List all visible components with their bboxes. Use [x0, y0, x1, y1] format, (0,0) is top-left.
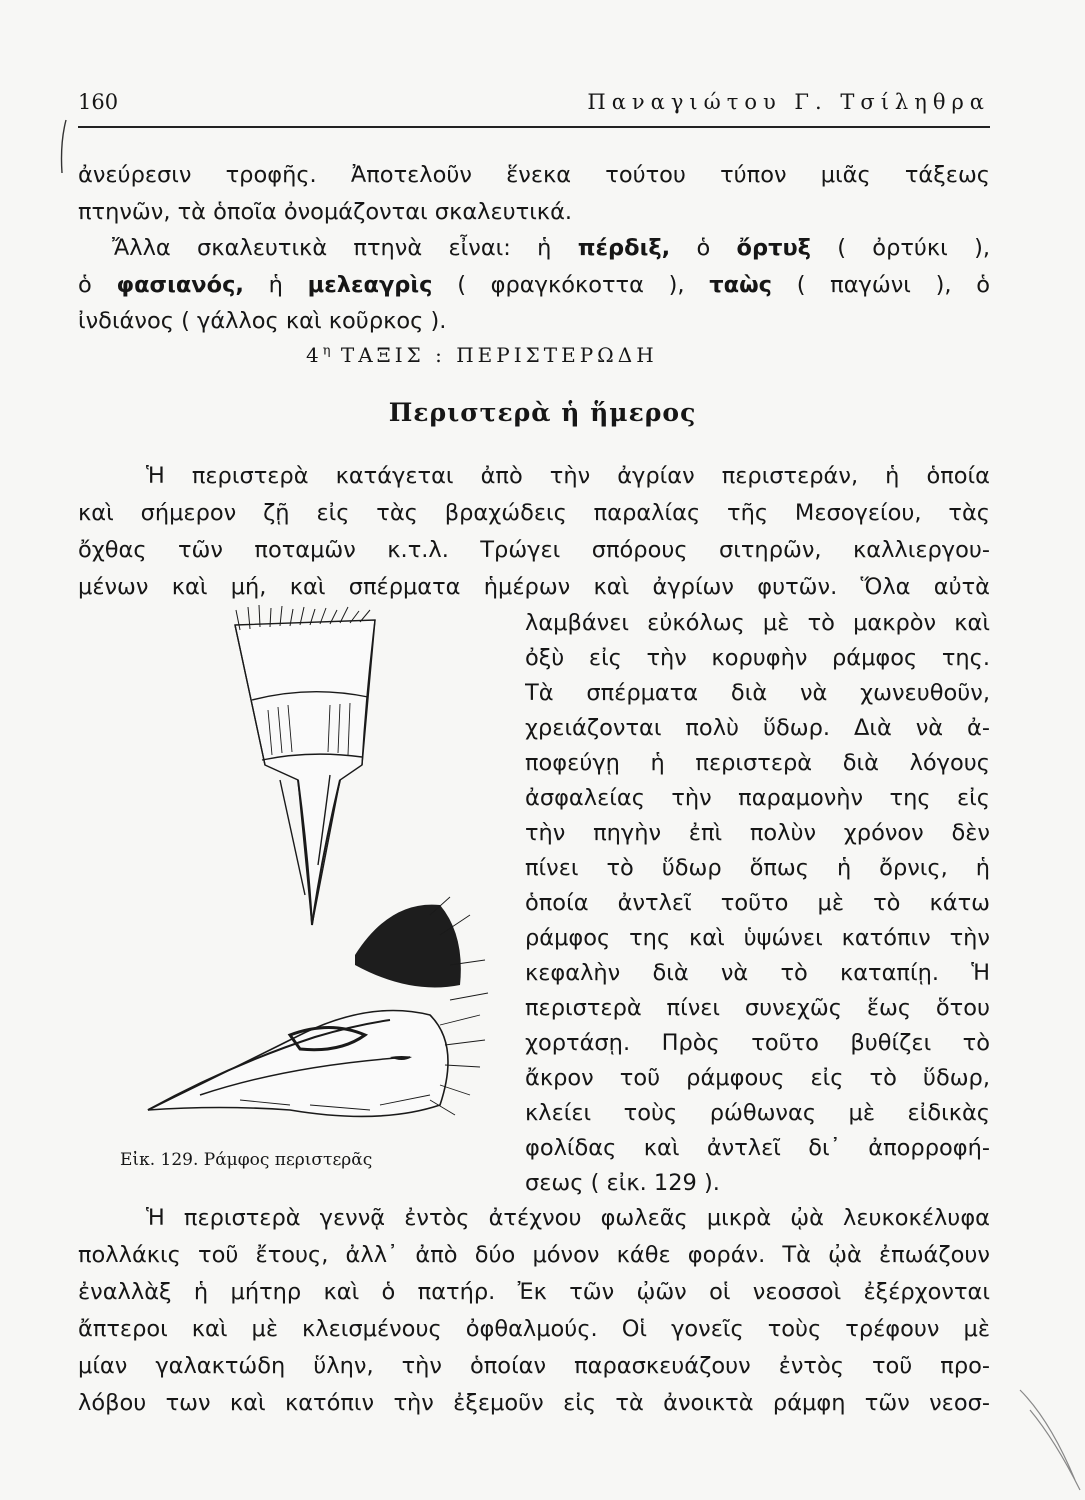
text-line: περιστερὰ πίνει συνεχῶς ἕως ὅτου [525, 995, 990, 1021]
text-fragment: ( ὀρτύκι ), [810, 235, 990, 261]
pigeon-beak-illustration [140, 605, 500, 1150]
order-superscript: η [322, 343, 331, 359]
text-line: Ἡ περιστερὰ κατάγεται ἀπὸ τὴν ἀγρίαν περιστεράν, ἡ ὁποία [146, 463, 990, 489]
text-line: φολίδας καὶ ἀντλεῖ δι᾿ ἀπορροφή- [525, 1135, 990, 1161]
beak-side-view [148, 897, 488, 1116]
bird-name-partridge: πέρδιξ, [577, 235, 671, 261]
text-line: χορτάσῃ. Πρὸς τοῦτο βυθίζει τὸ [525, 1030, 990, 1056]
order-label: ΤΑΞΙΣ : ΠΕΡΙΣΤΕΡΩΔΗ [340, 343, 658, 367]
text-line: ἄκρον τοῦ ράμφους εἰς τὸ ὕδωρ, [525, 1065, 990, 1091]
text-line: τὴν πηγὴν ἐπὶ πολὺν χρόνον δὲν [525, 820, 990, 846]
text-line: πολλάκις τοῦ ἔτους, ἀλλ᾿ ἀπὸ δύο μόνον κάθε φοράν. Τὰ ᾠὰ ἐπωάζουν [78, 1242, 990, 1268]
text-line: κλείει τοὺς ρώθωνας μὲ εἰδικὰς [525, 1100, 990, 1126]
text-line: ἀσφαλείας τὴν παραμονὴν της εἰς [525, 785, 990, 811]
bleed-through-mark [1010, 1380, 1085, 1500]
text-fragment: ὁ [670, 235, 737, 261]
page-header [78, 86, 990, 128]
beak-top-view [235, 605, 375, 925]
text-line: ἄπτεροι καὶ μὲ κλεισμένους ὀφθαλμούς. Οἱ γονεῖς τοὺς τρέφουν μὲ [78, 1316, 990, 1342]
text-line: μένων καὶ μή, καὶ σπέρματα ἡμέρων καὶ ἀγρίων φυτῶν. Ὅλα αὐτὰ [78, 574, 990, 600]
text-line: ὀξὺ εἰς τὴν κορυφὴν ράμφος της. [525, 645, 990, 671]
bird-name-quail: ὄρτυξ [736, 235, 811, 261]
text-fragment: Ἄλλα σκαλευτικὰ πτηνὰ εἶναι: ἡ [112, 235, 578, 261]
text-fragment: ( φραγκόκοττα ), [432, 272, 710, 298]
text-line: λαμβάνει εὐκόλως μὲ τὸ μακρὸν καὶ [525, 610, 990, 636]
order-number: 4 [306, 343, 323, 367]
bird-name-guineafowl: μελεαγρὶς [307, 272, 433, 298]
text-line: ἀνεύρεσιν τροφῆς. Ἀποτελοῦν ἕνεκα τούτου τύπον μιᾶς τάξεως [78, 162, 990, 188]
bird-list-line [78, 267, 990, 304]
bird-name-pheasant: φασιανός, [116, 272, 244, 298]
text-line: χρειάζονται πολὺ ὕδωρ. Διὰ νὰ ἀ- [525, 715, 990, 741]
section-heading [306, 343, 658, 367]
article-title: Περιστερὰ ἡ ἥμερος [388, 398, 697, 427]
text-line: Τὰ σπέρματα διὰ νὰ χωνευθοῦν, [525, 680, 990, 706]
text-line: Ἡ περιστερὰ γεννᾷ ἐντὸς ἀτέχνου φωλεᾶς μικρὰ ᾠὰ λευκοκέλυφα [146, 1205, 990, 1231]
text-fragment: ἡ [243, 272, 308, 298]
text-line: σεως ( εἰκ. 129 ). [525, 1170, 720, 1196]
text-line: λόβου των καὶ κατόπιν τὴν ἐξεμοῦν εἰς τὰ ἀνοικτὰ ράμφη τῶν νεοσ- [78, 1390, 990, 1416]
figure-caption: Εἰκ. 129. Ράμφος περιστερᾶς [120, 1150, 373, 1170]
text-line: ράμφος της καὶ ὑψώνει κατόπιν τὴν [525, 925, 990, 951]
text-fragment: ὁ [78, 272, 117, 298]
text-line: κεφαλὴν διὰ νὰ τὸ καταπίῃ. Ἡ [525, 960, 990, 986]
pencil-mark [52, 118, 72, 178]
text-line: μίαν γαλακτώδη ὕλην, τὴν ὁποίαν παρασκευάζουν ἐντὸς τοῦ προ- [78, 1353, 990, 1379]
text-line: ὁποία ἀντλεῖ τοῦτο μὲ τὸ κάτω [525, 890, 990, 916]
text-line: πίνει τὸ ὕδωρ ὅπως ἡ ὄρνις, ἡ [525, 855, 990, 881]
text-line: ποφεύγῃ ἡ περιστερὰ διὰ λόγους [525, 750, 990, 776]
text-line: ὄχθας τῶν ποταμῶν κ.τ.λ. Τρώγει σπόρους σιτηρῶν, καλλιεργου- [78, 537, 990, 563]
text-line: ἰνδιάνος ( γάλλος καὶ κοῦρκος ). [78, 308, 447, 334]
page-number: 160 [78, 90, 119, 114]
text-line: καὶ σήμερον ζῇ εἰς τὰς βραχώδεις παραλίας τῆς Μεσογείου, τὰς [78, 500, 990, 526]
text-line: ἐναλλὰξ ἡ μήτηρ καὶ ὁ πατήρ. Ἐκ τῶν ᾠῶν οἱ νεοσσοὶ ἐξέρχονται [78, 1279, 990, 1305]
text-line: πτηνῶν, τὰ ὁποῖα ὀνομάζονται σκαλευτικά. [78, 199, 573, 225]
bird-name-peacock: ταὼς [709, 272, 772, 298]
bird-list-line [112, 230, 990, 267]
running-head: Παναγιώτου Γ. Τσίληθρα [587, 90, 990, 114]
text-fragment: ( παγώνι ), ὁ [771, 272, 990, 298]
